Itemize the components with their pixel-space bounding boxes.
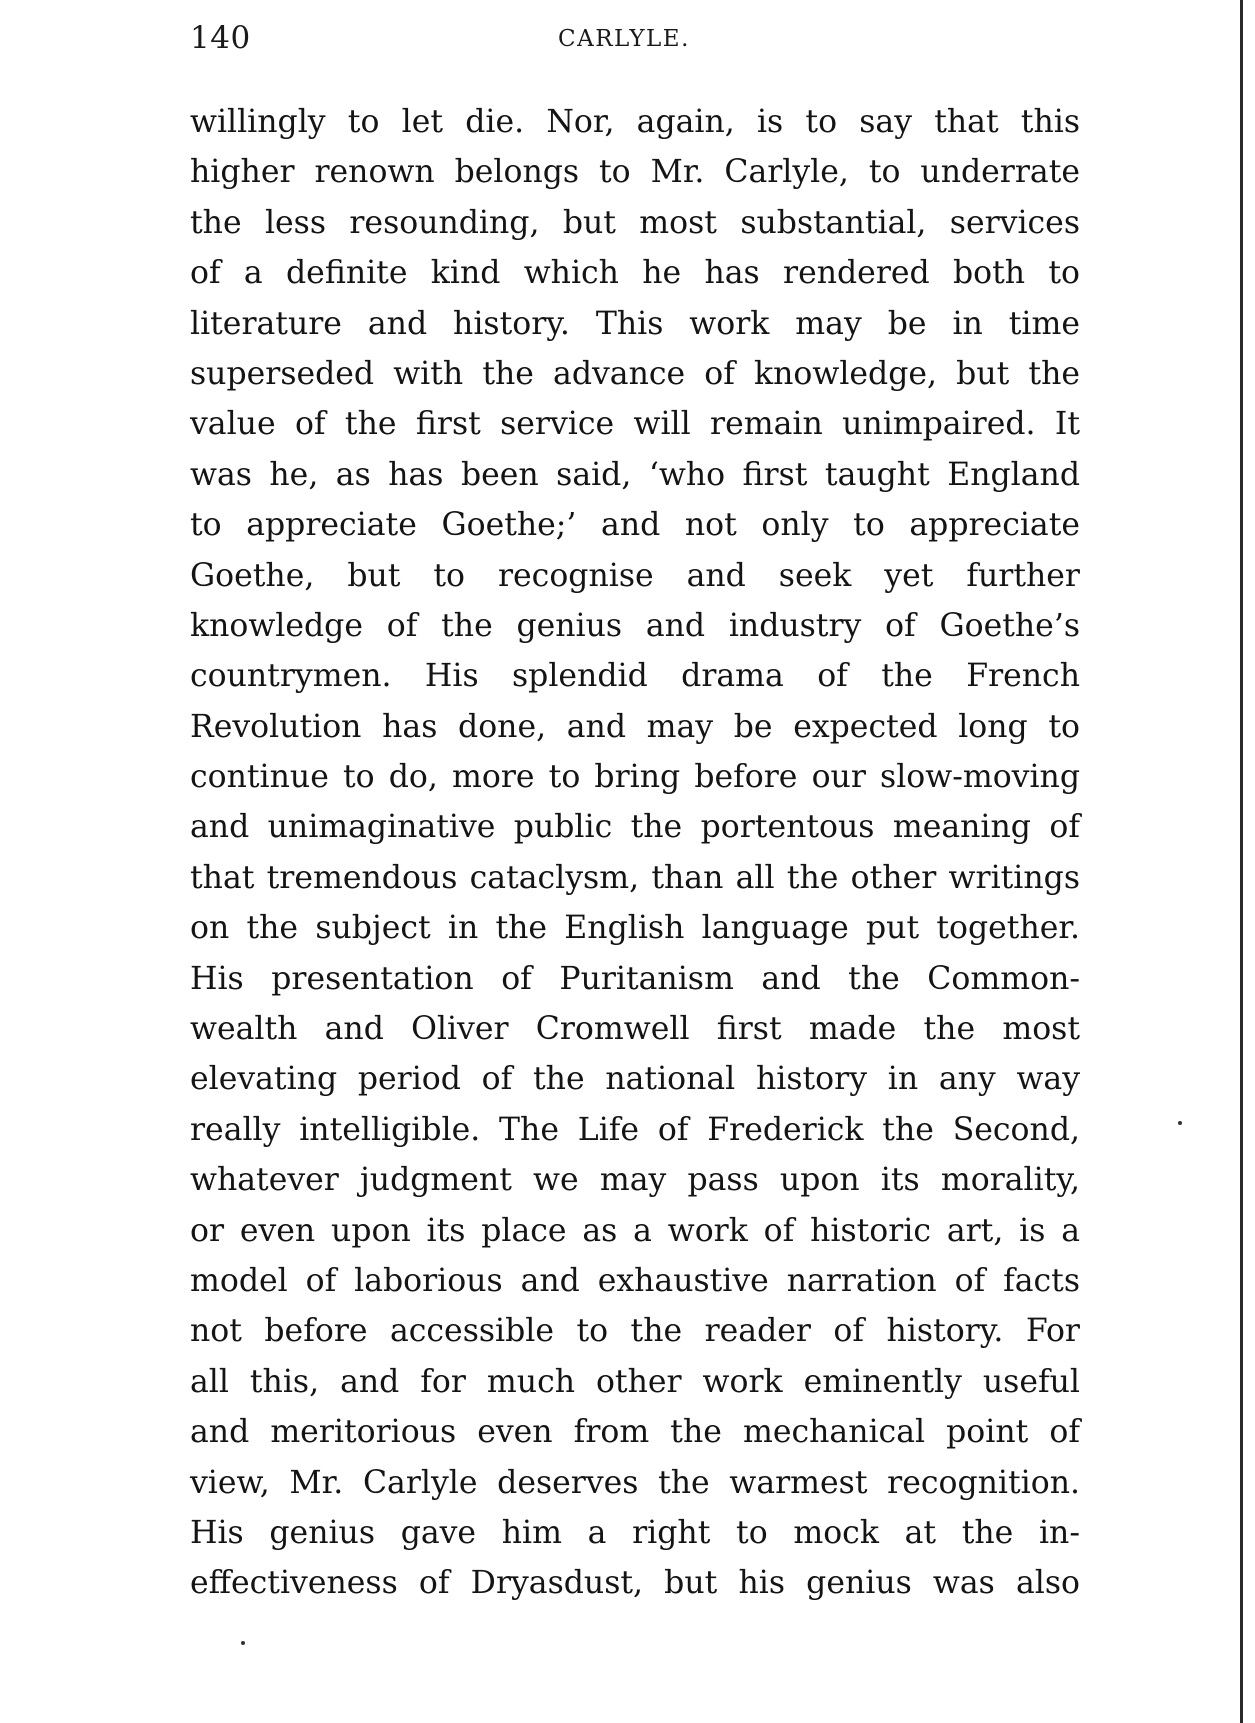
text-line: of a definite kind which he has rendered both to (190, 255, 1080, 292)
running-head: CARLYLE. (558, 26, 690, 52)
text-line: effectiveness of Dryasdust, but his genius was also (190, 1565, 1080, 1602)
text-line: that tremendous cataclysm, than all the other writings (190, 859, 1080, 896)
text-line: continue to do, more to bring before our slow-moving (190, 759, 1080, 796)
text-line: elevating period of the national history in any way (190, 1061, 1080, 1098)
text-line: was he, as has been said, ‘who first taught England (190, 456, 1080, 493)
page-edge-rule (1240, 0, 1243, 1723)
text-line: whatever judgment we may pass upon its morality, (190, 1162, 1080, 1199)
text-line: His presentation of Puritanism and the Common- (190, 960, 1080, 997)
text-line: to appreciate Goethe;’ and not only to appreciate (190, 507, 1080, 544)
text-line: on the subject in the English language put together. (190, 910, 1080, 947)
text-line: and unimaginative public the portentous meaning of (190, 809, 1080, 846)
text-line: wealth and Oliver Cromwell first made the most (190, 1011, 1080, 1048)
text-line: and meritorious even from the mechanical point of (190, 1414, 1080, 1451)
text-line: literature and history. This work may be in time (190, 305, 1080, 342)
ink-speck (1178, 1121, 1182, 1125)
text-line: higher renown belongs to Mr. Carlyle, to underrate (190, 154, 1080, 191)
text-line: or even upon its place as a work of historic art, is a (190, 1212, 1080, 1249)
ink-speck (241, 1641, 245, 1645)
body-text (190, 97, 1080, 1609)
text-line: countrymen. His splendid drama of the French (190, 658, 1080, 695)
text-line: knowledge of the genius and industry of Goethe’s (190, 607, 1080, 644)
text-line: model of laborious and exhaustive narration of facts (190, 1262, 1080, 1299)
text-line: really intelligible. The Life of Frederick the Second, (190, 1111, 1080, 1148)
text-line: Revolution has done, and may be expected long to (190, 708, 1080, 745)
text-line: view, Mr. Carlyle deserves the warmest recognition. (190, 1464, 1080, 1501)
text-line: willingly to let die. Nor, again, is to say that this (190, 104, 1080, 140)
text-line: His genius gave him a right to mock at the in- (190, 1514, 1080, 1551)
text-line: all this, and for much other work eminently useful (190, 1363, 1080, 1400)
text-line: value of the first service will remain unimpaired. It (190, 406, 1080, 443)
text-line: not before accessible to the reader of history. For (190, 1313, 1080, 1350)
text-line: Goethe, but to recognise and seek yet further (190, 557, 1080, 594)
text-line: the less resounding, but most substantial, services (190, 204, 1080, 241)
page-number: 140 (190, 20, 251, 56)
text-line: superseded with the advance of knowledge, but the (190, 355, 1080, 392)
